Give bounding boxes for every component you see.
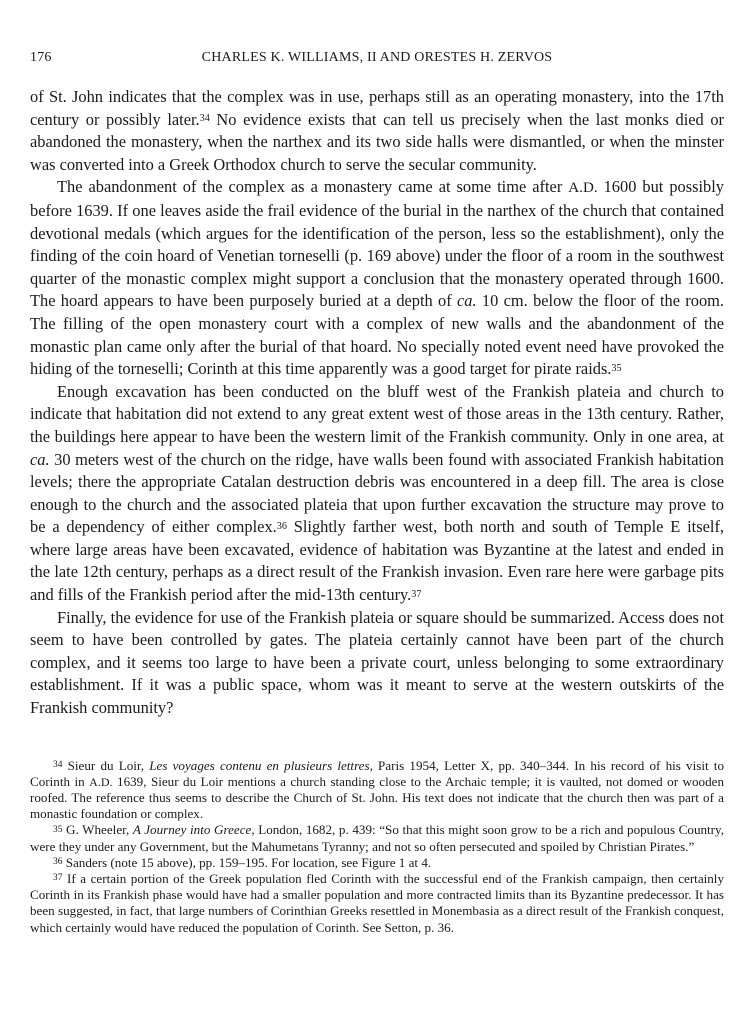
footnote-ref-35: 35 bbox=[611, 362, 622, 374]
ad-abbreviation: A.D. bbox=[89, 774, 113, 789]
paragraph-2-text-c: 10 cm. below the floor of the room. The filling of the open monastery court with a complex of new walls and the abandonment of the monastic plan came only after the burial of that hoard. No specially noted event need have provoked the hiding of the torneselli; Corinth at this time apparently was a good target for pirate raids. bbox=[30, 291, 725, 379]
paragraph-3 bbox=[30, 381, 724, 607]
footnote-book-title: Les voyages contenu en plusieurs lettres bbox=[149, 757, 370, 773]
footnote-35 bbox=[30, 822, 724, 854]
footnotes bbox=[30, 758, 724, 936]
footnote-36 bbox=[30, 855, 724, 871]
footnote-number: 35 bbox=[53, 824, 63, 835]
footnote-text: G. Wheeler, bbox=[62, 822, 133, 838]
footnote-ref-37: 37 bbox=[411, 588, 422, 600]
footnote-ref-34: 34 bbox=[199, 113, 210, 125]
footnote-book-title: A Journey into Greece bbox=[132, 822, 252, 838]
running-head-title: CHARLES K. WILLIAMS, II AND ORESTES H. ZERVOS bbox=[201, 50, 553, 65]
footnote-ref-36: 36 bbox=[276, 520, 287, 532]
footnote-text: Sanders (note 15 above), pp. 159–195. For location, see Figure 1 at 4. bbox=[62, 854, 432, 870]
footnote-34 bbox=[30, 758, 724, 823]
footnote-text: , London, 1682, p. 439: “So that this might soon grow to be a rich and populous Country, were they under any Government, but the Mahumetans Tyranny; and not so often persecuted and spoiled by Christian Pirates.” bbox=[30, 822, 725, 854]
footnote-number: 36 bbox=[53, 857, 63, 868]
footnote-number: 37 bbox=[53, 873, 63, 884]
paragraph-3-text-c: Slightly farther west, both north and south of Temple E itself, where large areas have been excavated, evidence of habitation was Byzantine at the latest and ended in the late 12th century, perhaps as a direct result of the Frankish invasion. Even rare here were garbage pits and fills of the Frankish period after the mid-13th century. bbox=[30, 517, 724, 605]
paragraph-3-text-b: 30 meters west of the church on the ridge, have walls been found with associated Frankish habitation levels; there the appropriate Catalan destruction debris was encountered in a deep fill. The area is close enough to the church and the associated plateia that upon further excavation the structure may prove to be a dependency of either complex. bbox=[30, 449, 724, 537]
page-number: 176 bbox=[30, 50, 52, 65]
footnote-37 bbox=[30, 871, 724, 936]
footnote-text: If a certain portion of the Greek population fled Corinth with the successful end of the Frankish campaign, then certainly Corinth in its Frankish phase would have had a smaller population and more contracted limits than its Byzantine predecessor. It has been suggested, in fact, that large numbers of Corinthian Greeks resettled in Monembasia as a direct result of the Frankish conquest, which certainly would have reduced the population of Corinth. See Setton, p. 36. bbox=[30, 871, 724, 935]
ca-abbreviation: ca. bbox=[30, 449, 50, 469]
running-head bbox=[30, 50, 724, 72]
paragraph-2 bbox=[30, 176, 724, 380]
paragraph-3-text-a: Enough excavation has been conducted on the bluff west of the Frankish plateia and church to indicate that habitation did not extend to any great extent west of those areas in the 13th century. Rather, the buildings here appear to have been the western limit of the Frankish community. Only in one area, at bbox=[30, 381, 724, 446]
paragraph-1 bbox=[30, 86, 724, 176]
ca-abbreviation: ca. bbox=[457, 291, 477, 311]
paragraph-4 bbox=[30, 607, 724, 720]
footnote-number: 34 bbox=[53, 759, 63, 770]
paragraph-4-text: Finally, the evidence for use of the Frankish plateia or square should be summarized. Access does not seem to have been controlled by gates. The plateia certainly cannot have been part of the church complex, and it seems too large to have been a private court, unless belonging to some extraordinary establishment. If it was a public space, whom was it meant to serve at the western outskirts of the Frankish community? bbox=[30, 607, 724, 718]
paragraph-2-text-a: The abandonment of the complex as a monastery came at some time after bbox=[57, 177, 569, 197]
paragraph-1-text-a: of St. John indicates that the complex was in use, perhaps still as an operating monastery, into the 17th century or possibly later. bbox=[30, 87, 724, 129]
footnote-text: Sieur du Loir, bbox=[62, 757, 150, 773]
footnote-text: , Paris 1954, Letter X, pp. 340–344. In his record of his visit to Corinth in bbox=[30, 757, 724, 789]
paragraph-2-text-b: 1600 but possibly before 1639. If one leaves aside the frail evidence of the burial in the narthex of the church that contained devotional medals (which argues for the identification of the person, less so the establishment), only the finding of the coin hoard of Venetian torneselli (p. 169 above) under the floor of a room in the southwest quarter of the monastic complex might support a conclusion that the monastery operated through 1600. The hoard appears to have been purposely buried at a depth of bbox=[30, 177, 724, 311]
footnote-text: 1639, Sieur du Loir mentions a church standing close to the Archaic temple; it is vaulted, not domed or wooden roofed. The reference thus seems to describe the Church of St. John. His text does not indicate that the church then was part of a monastic foundation or complex. bbox=[30, 773, 724, 822]
page bbox=[30, 50, 724, 936]
body-text bbox=[30, 86, 724, 720]
ad-abbreviation: A.D. bbox=[568, 180, 598, 197]
paragraph-1-text-b: No evidence exists that can tell us precisely when the last monks died or abandoned the monastery, when the narthex and its two side halls were dismantled, or when the minster was converted into a Greek Orthodox church to serve the secular community. bbox=[30, 109, 724, 174]
